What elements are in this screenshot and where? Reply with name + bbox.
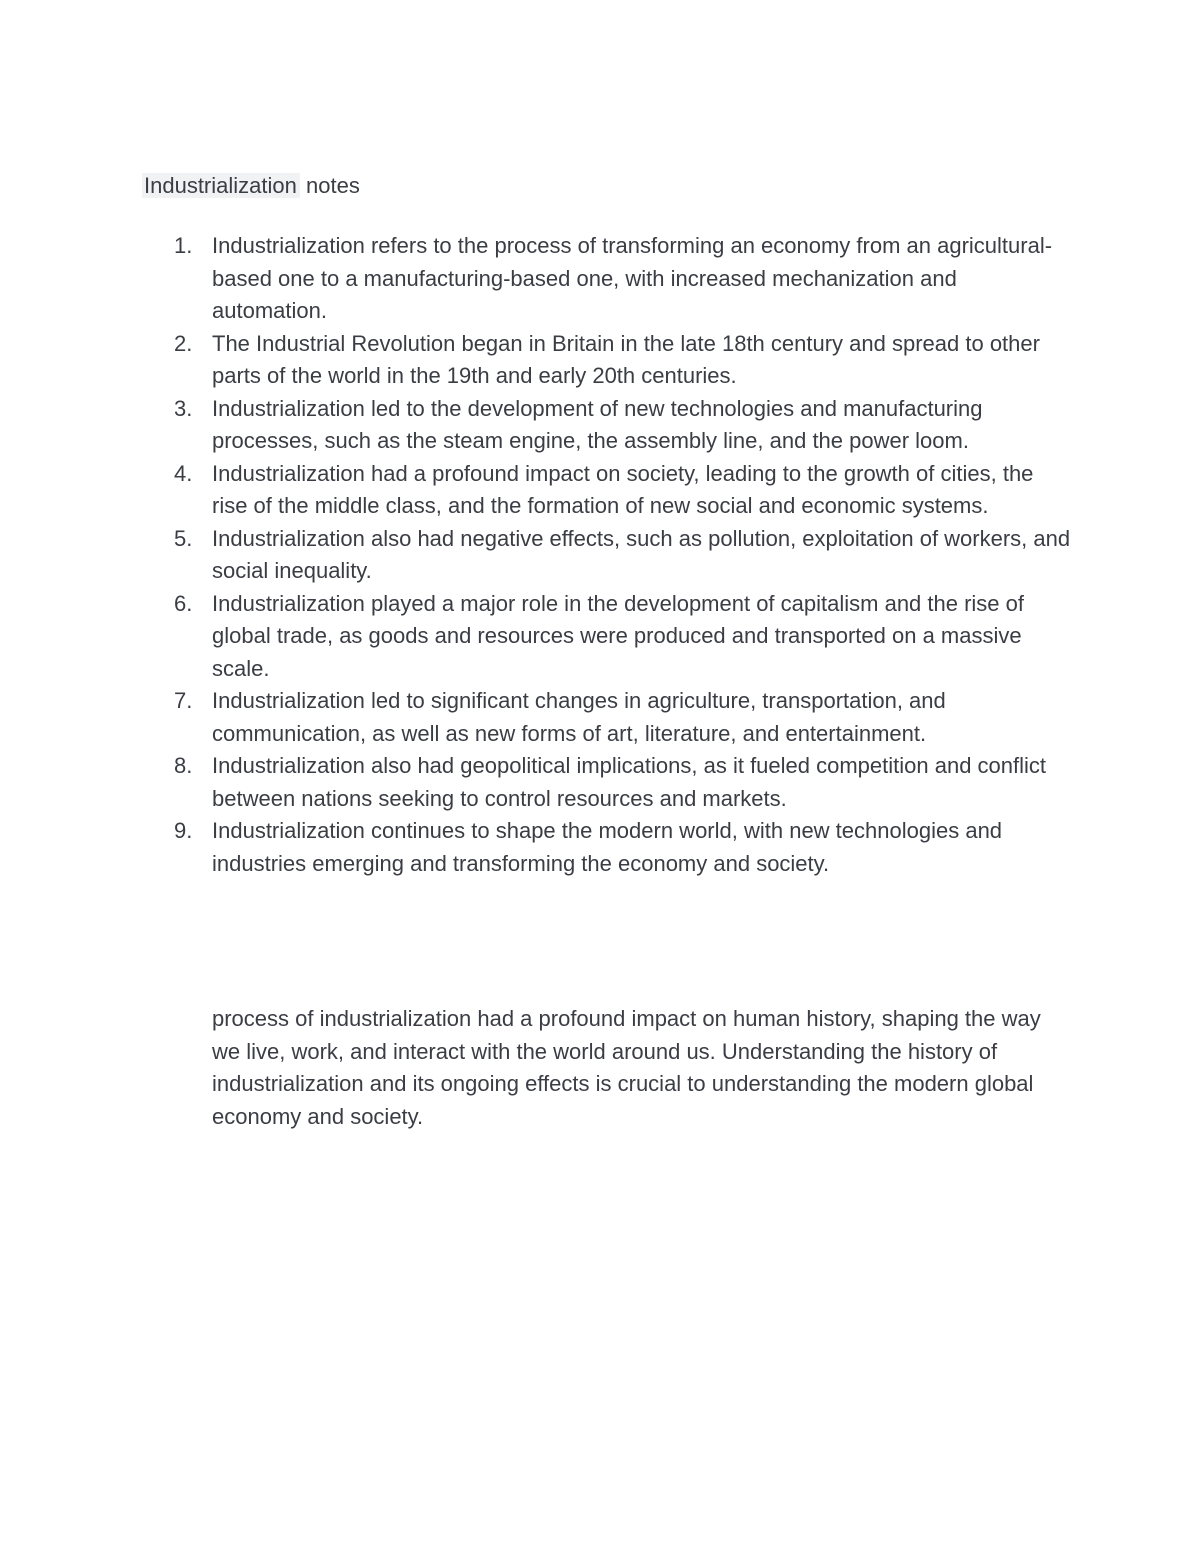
list-item-number: 5. (174, 525, 193, 551)
title-remainder: notes (306, 173, 360, 198)
list-item-text: Industrialization had a profound impact on society, leading to the growth of cities, the rise of the middle class, and the formation of new social and economic systems. (212, 460, 1034, 518)
list-item-number: 4. (174, 460, 193, 486)
list-item (142, 815, 1072, 880)
list-item-text: Industrialization continues to shape the modern world, with new technologies and industries emerging and transforming the economy and society. (212, 818, 1003, 876)
closing-paragraph: process of industrialization had a profound impact on human history, shaping the way we live, work, and interact with the world around us. Understanding the history of industrialization and its ongoing effects is crucial to understanding the modern global economy and society. (212, 1006, 1041, 1129)
list-item-number: 7. (174, 688, 193, 713)
list-item-text: Industrialization refers to the process of transforming an economy from an agricultural-based one to a manufacturing-based one, with increased mechanization and automation. (212, 233, 1053, 323)
list-item-text: Industrialization also had geopolitical implications, as it fueled competition and conflict between nations seeking to control resources and markets. (212, 753, 1047, 811)
list-item (142, 750, 1072, 815)
title-highlighted-word: Industrialization (142, 173, 300, 198)
list-item (142, 523, 1072, 588)
list-item (142, 393, 1072, 458)
list-item-text: Industrialization led to the development of new technologies and manufacturing processes, such as the steam engine, the assembly line, and the power loom. (212, 395, 983, 453)
list-item-number: 2. (174, 330, 193, 356)
list-item-number: 6. (174, 590, 193, 616)
document-title (142, 170, 360, 202)
list-item-number: 8. (174, 753, 193, 778)
list-item (142, 685, 1072, 750)
list-item (142, 458, 1072, 523)
list-item-text: Industrialization led to significant changes in agriculture, transportation, and communication, as well as new forms of art, literature, and entertainment. (212, 688, 946, 746)
notes-list (142, 230, 1072, 880)
list-item-number: 9. (174, 818, 193, 843)
list-item (142, 328, 1072, 393)
list-item (142, 588, 1072, 686)
list-item (142, 230, 1072, 328)
list-item-number: 1. (174, 233, 193, 258)
list-item-text: Industrialization also had negative effects, such as pollution, exploitation of workers, and social inequality. (212, 525, 1071, 583)
list-item-text: Industrialization played a major role in the development of capitalism and the rise of global trade, as goods and resources were produced and transported on a massive scale. (212, 590, 1025, 681)
list-item-text: The Industrial Revolution began in Britain in the late 18th century and spread to other parts of the world in the 19th and early 20th centuries. (212, 330, 1040, 388)
list-item-number: 3. (174, 395, 193, 421)
